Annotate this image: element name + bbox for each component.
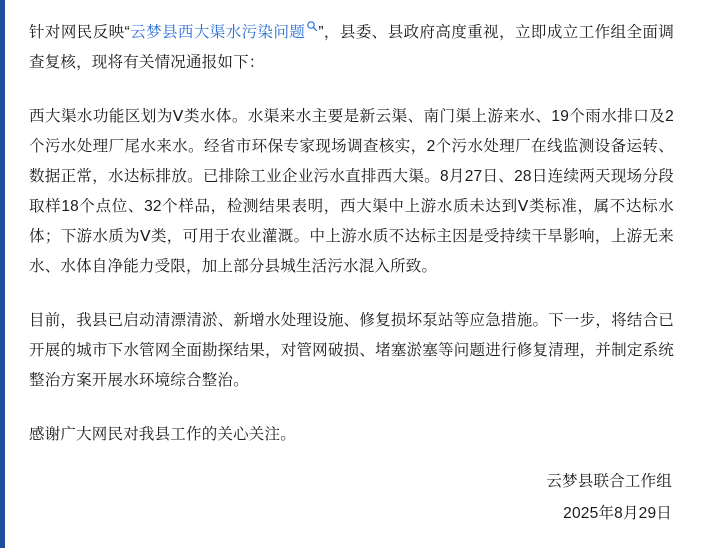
paragraph-intro bbox=[29, 18, 674, 78]
highlighted-keyword[interactable] bbox=[130, 24, 318, 41]
paragraph-intro-tail: ”，县委、县政府高度重视，立即成立工作组全面调查复核，现将有关情况通报如下： bbox=[29, 24, 675, 71]
document-body bbox=[5, 0, 702, 450]
signature-block bbox=[546, 466, 672, 530]
highlighted-keyword-text: 云梦县西大渠水污染问题 bbox=[129, 24, 306, 41]
paragraph-thanks: 感谢广大网民对我县工作的关心关注。 bbox=[29, 426, 296, 443]
paragraph-measures: 目前，我县已启动清漂清淤、新增水处理设施、修复损坏泵站等应急措施。下一步，将结合已开展的城市下水管网全面勘探结果，对管网破损、堵塞淤塞等问题进行修复清理，并制定系统整治方案开展水环境综合整治。 bbox=[29, 312, 674, 389]
signature-date: 2025年8月29日 bbox=[563, 505, 672, 522]
paragraph-investigation: 西大渠水功能区划为Ⅴ类水体。水渠来水主要是新云渠、南门渠上游来水、19个雨水排口及2个污水处理厂尾水来水。经省市环保专家现场调查核实，2个污水处理厂在线监测设备运转、数据正常，水达标排放。已排除工业企业污水直排西大渠。8月27日、28日连续两天现场分段取样18个点位、32个样品，检测结果表明，西大渠中上游水质未达到Ⅴ类标准，属不达标水体；下游水质为Ⅴ类，可用于农业灌溉。中上游水质不达标主因是受持续干旱影响，上游无来水、水体自净能力受限，加上部分县城生活污水混入所致。 bbox=[29, 108, 674, 275]
search-icon[interactable] bbox=[306, 20, 318, 32]
signature-author: 云梦县联合工作组 bbox=[546, 473, 672, 490]
paragraph-intro-lead: 针对网民反映“ bbox=[29, 24, 130, 41]
